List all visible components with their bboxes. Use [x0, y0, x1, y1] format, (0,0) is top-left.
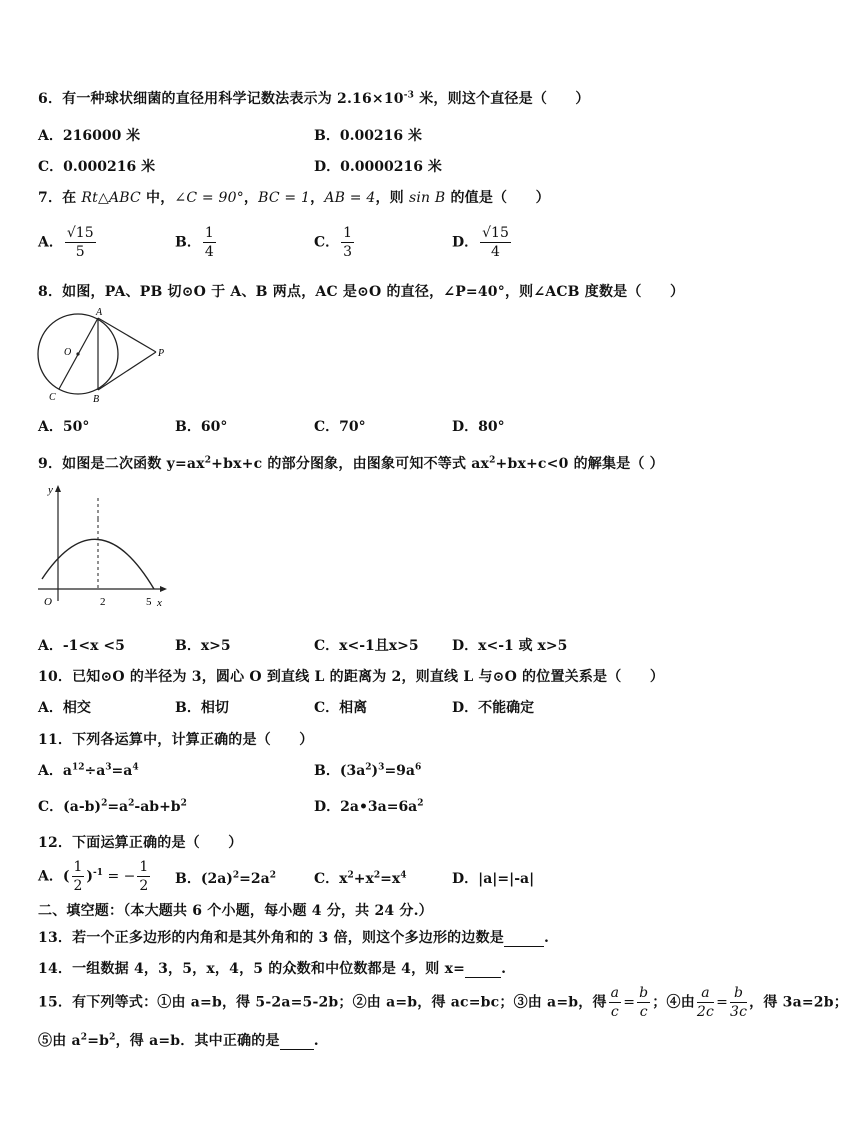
q8-option-b[interactable]: B．60° — [175, 419, 228, 435]
exponent: 2 — [269, 870, 276, 881]
q13-end: . — [543, 930, 550, 946]
q8-option-c[interactable]: C．70° — [314, 419, 366, 435]
question-7-stem — [38, 187, 550, 207]
q7-b-label: B． — [175, 234, 201, 251]
label-origin: O — [44, 596, 52, 608]
question-12-stem: 12．下面运算正确的是（ ） — [38, 835, 243, 851]
q15-text: ⑤由 a — [38, 1033, 81, 1049]
q8-circle-tangent-figure — [32, 305, 177, 405]
numerator: b — [730, 984, 747, 1003]
q6-option-d[interactable]: D．0.0000216 米 — [314, 159, 442, 175]
numerator: 1 — [204, 225, 214, 241]
q12-b-part: =2a — [239, 871, 270, 887]
exponent: -1 — [93, 867, 104, 878]
q11-d-part: D．2a•3a=6a — [314, 799, 418, 815]
label-o: O — [64, 347, 72, 358]
q12-b-part: B．(2a) — [175, 871, 233, 887]
q7-math: AB = 4 — [324, 190, 376, 206]
q12-c-part: +x — [353, 871, 374, 887]
q7-math: sin B — [408, 190, 446, 206]
label-c: C — [49, 392, 56, 403]
exponent: 2 — [232, 870, 240, 881]
tangent-pb — [98, 352, 156, 390]
exponent: 2 — [80, 1032, 88, 1043]
section-2-heading: 二、填空题：（本大题共 6 个小题，每小题 4 分，共 24 分.） — [38, 903, 433, 919]
q12-a-part: ) — [86, 868, 94, 885]
exponent: 3 — [378, 762, 385, 773]
q15-fraction-b-3c — [730, 984, 747, 1021]
center-dot — [76, 352, 79, 355]
numerator: 1 — [139, 859, 149, 875]
q11-option-a[interactable] — [38, 760, 139, 780]
numerator: 1 — [343, 225, 353, 241]
denominator: 3c — [730, 1004, 748, 1020]
q10-option-b[interactable]: B．相切 — [175, 700, 229, 716]
q12-option-d[interactable]: D．|a|=|-a| — [452, 871, 535, 887]
exponent: 2 — [417, 798, 424, 809]
question-10-stem: 10．已知⊙O 的半径为 3，圆心 O 到直线 L 的距离为 2，则直线 L 与⊙O 的位置关系是（ ） — [38, 669, 665, 685]
q7-stem-part: ， — [243, 190, 259, 206]
q7-a-label: A． — [38, 234, 63, 251]
q15-fraction-a-c — [609, 984, 622, 1021]
q7-math: BC = 1 — [258, 190, 311, 206]
q6-exponent: -3 — [403, 90, 415, 101]
q7-math: Rt△ABC — [81, 190, 141, 206]
q7-option-a[interactable] — [38, 224, 98, 261]
q12-option-b[interactable] — [175, 868, 276, 888]
label-y: y — [48, 484, 53, 496]
q7-a-fraction — [65, 224, 96, 261]
q7-stem-part: ，则 — [375, 190, 409, 206]
denominator: 2 — [73, 878, 83, 894]
label-x: x — [157, 597, 162, 609]
q11-c-part: C．(a-b) — [38, 799, 102, 815]
q9-stem-part: 9．如图是二次函数 y=ax — [38, 456, 205, 472]
numerator: a — [697, 984, 714, 1003]
q11-b-part: ) — [371, 763, 379, 779]
q14-answer-blank[interactable] — [465, 961, 501, 978]
q9-option-b[interactable]: B．x>5 — [175, 638, 231, 654]
exponent: 2 — [365, 762, 372, 773]
exponent: 4 — [132, 762, 139, 773]
q10-option-c[interactable]: C．相离 — [314, 700, 368, 716]
q9-option-a[interactable]: A．-1<x <5 — [38, 638, 125, 654]
q7-stem-part: 中， — [140, 190, 175, 206]
numerator: a — [610, 985, 620, 1001]
q9-exponent: 2 — [489, 455, 496, 466]
q12-a-fraction-2 — [137, 858, 150, 895]
numerator: 1 — [73, 859, 83, 875]
question-11-stem: 11．下列各运算中，计算正确的是（ ） — [38, 732, 314, 748]
q8-option-a[interactable]: A．50° — [38, 419, 90, 435]
q11-option-b[interactable] — [314, 760, 421, 780]
numerator: b — [639, 985, 649, 1001]
question-14 — [38, 958, 506, 978]
label-b: B — [93, 394, 100, 405]
denominator: c — [639, 1004, 648, 1020]
q7-math: ∠C = 90° — [174, 190, 244, 206]
q10-option-a[interactable]: A．相交 — [38, 700, 91, 716]
q11-c-part: -ab+b — [134, 799, 181, 815]
denominator: 5 — [75, 244, 85, 260]
q10-option-d[interactable]: D．不能确定 — [452, 700, 535, 716]
numerator: √15 — [66, 225, 94, 241]
q15-text: 15．有下列等式：①由 a=b，得 5-2a=5-2b；②由 a=b，得 ac=bc；③由 a=b，得 — [38, 994, 607, 1011]
q15-text: =b — [87, 1033, 110, 1049]
q7-b-fraction — [203, 224, 216, 261]
q8-option-d[interactable]: D．80° — [452, 419, 505, 435]
q6-stem-part: 米，则这个直径是（ ） — [414, 91, 590, 107]
q7-option-c[interactable] — [314, 224, 356, 261]
q14-end: . — [501, 961, 507, 977]
y-axis-arrow — [55, 485, 61, 492]
label-p: P — [158, 348, 165, 359]
q7-option-d[interactable] — [452, 224, 513, 261]
q7-stem-part: ， — [310, 190, 325, 206]
q6-option-c[interactable]: C．0.000216 米 — [38, 159, 156, 175]
q11-b-part: =9a — [384, 763, 415, 779]
equals-sign: = — [623, 994, 636, 1011]
q15-fraction-b-c — [637, 984, 650, 1021]
q6-stem-part: 6．有一种球状细菌的直径用科学记数法表示为 2.16×10 — [38, 91, 404, 107]
q12-a-part: A．( — [38, 868, 70, 885]
q12-option-c[interactable] — [314, 868, 406, 888]
q7-d-label: D． — [452, 234, 479, 251]
exponent: 3 — [105, 762, 112, 773]
exponent: 12 — [71, 762, 85, 773]
question-15-line-2 — [38, 1030, 319, 1050]
q9-exponent: 2 — [204, 455, 212, 466]
tangent-pa — [98, 318, 156, 352]
q9-option-d[interactable]: D．x<-1 或 x>5 — [452, 638, 568, 654]
q6-option-b[interactable]: B．0.00216 米 — [314, 128, 423, 144]
exponent: 4 — [400, 870, 407, 881]
exponent: 2 — [101, 798, 108, 809]
equals-sign: = — [716, 994, 728, 1011]
q7-d-fraction — [480, 224, 511, 261]
q9-stem-part: +bx+c 的部分图象，由图象可知不等式 ax — [211, 456, 490, 472]
exponent: 2 — [347, 870, 354, 881]
question-6-stem — [38, 88, 590, 108]
denominator: 2c — [696, 1004, 715, 1020]
exponent: 2 — [109, 1032, 116, 1043]
question-15-line-1 — [38, 984, 848, 1021]
q11-a-part: A．a — [38, 763, 72, 779]
q12-option-a[interactable] — [38, 858, 152, 895]
q12-c-part: =x — [380, 871, 401, 887]
q11-option-d[interactable] — [314, 796, 424, 816]
q15-end: . — [313, 1033, 319, 1049]
q6-option-a[interactable]: A．216000 米 — [38, 128, 141, 144]
exponent: 6 — [414, 762, 422, 773]
question-9-stem — [38, 453, 664, 473]
q13-answer-blank[interactable] — [504, 930, 544, 947]
q15-fraction-a-2c — [697, 984, 714, 1021]
tick-label-5: 5 — [146, 596, 152, 608]
exponent: 2 — [180, 798, 187, 809]
q11-b-part: B．(3a — [314, 763, 366, 779]
denominator: c — [610, 1004, 619, 1020]
x-axis-arrow — [160, 586, 167, 592]
q11-option-c[interactable] — [38, 796, 187, 816]
exponent: 2 — [128, 798, 135, 809]
numerator: √15 — [482, 225, 509, 241]
question-13 — [38, 927, 549, 947]
q7-c-fraction — [341, 224, 354, 261]
q14-stem: 14．一组数据 4，3，5，x，4，5 的众数和中位数都是 4，则 x= — [38, 961, 466, 977]
q9-parabola-figure — [34, 481, 174, 611]
q15-answer-blank[interactable] — [280, 1033, 314, 1050]
q9-stem-part: +bx+c<0 的解集是（ ） — [495, 456, 664, 472]
q12-c-part: C．x — [314, 871, 348, 887]
q7-stem-part: 7．在 — [38, 190, 82, 206]
q9-option-c[interactable]: C．x<-1且x>5 — [314, 638, 419, 654]
q7-c-label: C． — [314, 234, 340, 251]
denominator: 4 — [204, 244, 214, 260]
exponent: 2 — [373, 870, 381, 881]
tick-label-2: 2 — [100, 596, 106, 608]
denominator: 4 — [491, 244, 500, 260]
q12-a-fraction — [72, 858, 85, 895]
label-a: A — [96, 307, 103, 318]
q7-option-b[interactable] — [175, 224, 218, 261]
q15-text: ；④由 — [652, 994, 695, 1011]
q11-a-part: =a — [111, 763, 133, 779]
q11-a-part: ÷a — [84, 763, 106, 779]
q15-text: ，得 3a=2b； — [749, 994, 848, 1011]
denominator: 2 — [139, 878, 149, 894]
denominator: 3 — [343, 244, 353, 260]
q13-stem: 13．若一个正多边形的内角和是其外角和的 3 倍，则这个多边形的边数是 — [38, 930, 504, 946]
q7-stem-part: 的值是（ ） — [445, 190, 550, 206]
q12-a-part: = − — [103, 868, 136, 885]
question-8-stem: 8．如图，PA、PB 切⊙O 于 A、B 两点，AC 是⊙O 的直径，∠P=40°，则∠ACB 度数是（ ） — [38, 284, 685, 300]
q15-text: ，得 a=b．其中正确的是 — [115, 1033, 280, 1049]
q11-c-part: =a — [107, 799, 129, 815]
